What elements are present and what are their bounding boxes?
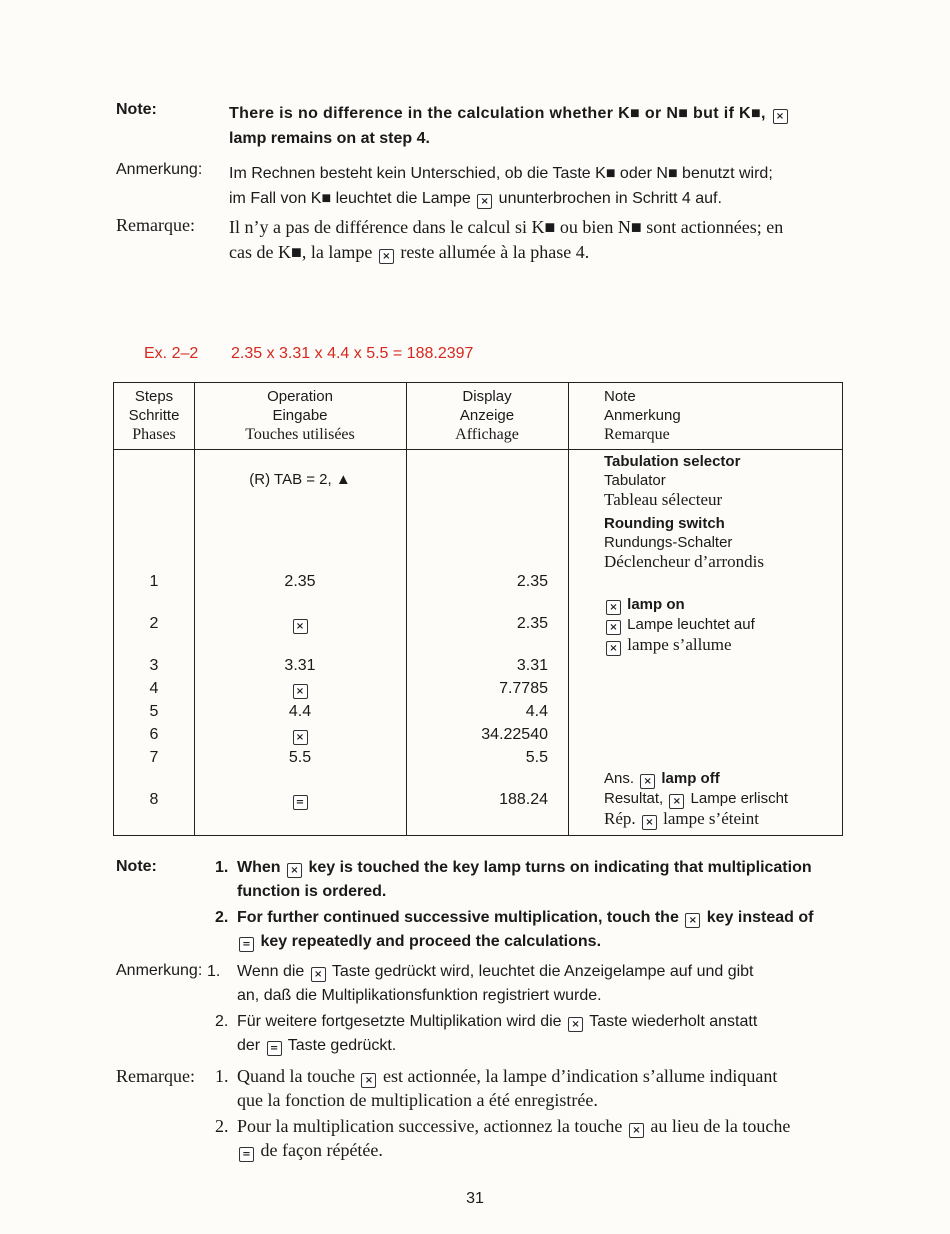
table-step: 8 xyxy=(149,791,159,808)
note-de xyxy=(116,161,850,211)
bottom-note-label: Note: xyxy=(116,858,157,875)
table-step: 2 xyxy=(149,615,159,632)
multiply-key-icon: × xyxy=(361,1073,376,1088)
multiply-key-icon: × xyxy=(311,967,326,982)
equals-key-icon: = xyxy=(239,1147,254,1162)
note-line: There is no difference in the calculation whether K■ or N■ but if K■, × xyxy=(229,101,850,126)
table-operation: 4.4 xyxy=(288,703,312,720)
setup-operation: (R) TAB = 2, ▲ xyxy=(249,471,351,488)
note-line: cas de K■, la lampe × reste allumée à la phase 4. xyxy=(229,242,590,262)
multiply-key-icon: × xyxy=(640,774,655,789)
note-fr xyxy=(116,215,850,265)
step8-notes: Ans. × lamp off Resultat, × Lampe erlischt Rép. × lampe s’éteint xyxy=(604,770,789,828)
table-step: 1 xyxy=(149,573,159,590)
equals-key-icon: = xyxy=(239,937,254,952)
example-title: Ex. 2–2 xyxy=(144,345,199,362)
multiply-key-icon: × xyxy=(606,620,621,635)
note-line: im Fall von K■ leuchtet die Lampe × ununterbrochen in Schritt 4 auf. xyxy=(229,190,722,207)
note-label: Anmerkung: xyxy=(116,161,203,178)
multiply-key-icon: × xyxy=(293,730,308,745)
note-line: Im Rechnen besteht kein Unterschied, ob die Taste K■ oder N■ benutzt wird; xyxy=(229,165,773,182)
page-number: 31 xyxy=(466,1190,484,1207)
equals-key-icon: = xyxy=(293,795,308,810)
note-line: Il n’y a pas de différence dans le calcul si K■ ou bien N■ sont actionnées; en xyxy=(229,217,784,237)
note-label: Note: xyxy=(116,101,157,118)
multiply-key-icon: × xyxy=(568,1017,583,1032)
table-operation xyxy=(194,615,406,634)
table-operation: 5.5 xyxy=(288,749,312,766)
bottom-anmerkung-label: Anmerkung: xyxy=(116,962,203,979)
note-line: lamp remains on at step 4. xyxy=(229,130,430,147)
multiply-key-icon: × xyxy=(642,815,657,830)
table-operation xyxy=(194,726,406,745)
table-operation: 3.31 xyxy=(284,657,316,674)
multiply-key-icon: × xyxy=(629,1123,644,1138)
multiply-key-icon: × xyxy=(379,249,394,264)
header-operation: Operation Eingabe Touches utilisées xyxy=(245,388,355,443)
table-step: 5 xyxy=(149,703,159,720)
example-formula: 2.35 x 3.31 x 4.4 x 5.5 = 188.2397 xyxy=(231,345,474,362)
equals-key-icon: = xyxy=(267,1041,282,1056)
table-step: 3 xyxy=(149,657,159,674)
note-label: Remarque: xyxy=(116,215,195,235)
table-step: 6 xyxy=(149,726,159,743)
multiply-key-icon: × xyxy=(669,794,684,809)
bottom-remarque-label: Remarque: xyxy=(116,1066,195,1086)
table-operation xyxy=(194,680,406,699)
step2-notes: × lamp on × Lampe leuchtet auf × lampe s’allume xyxy=(604,595,839,656)
table-operation xyxy=(194,791,406,810)
table-operation: 2.35 xyxy=(284,573,316,590)
multiply-key-icon: × xyxy=(685,913,700,928)
note-en xyxy=(116,101,850,151)
multiply-key-icon: × xyxy=(293,684,308,699)
table-step: 4 xyxy=(149,680,159,697)
multiply-key-icon: × xyxy=(773,109,788,124)
header-note: Note Anmerkung Remarque xyxy=(604,388,681,443)
multiply-key-icon: × xyxy=(606,641,621,656)
multiply-key-icon: × xyxy=(293,619,308,634)
header-steps: Steps Schritte Phases xyxy=(128,388,180,443)
header-display: Display Anzeige Affichage xyxy=(455,388,519,443)
multiply-key-icon: × xyxy=(477,194,492,209)
steps-table: Steps Schritte Phases Operation Eingabe Touches utilisées Display Anzeige Affichage Note Anmerkung Remarque (R) TAB = 2, ▲ Tabulation selector Tabulator Tableau sélecteur Rounding switch Rundungs-Schalter Déclencheur d’arrondis 1 2.35 2.35 2 × 2.35 3 3.31 3.31 4 × 7.7785 5 4.4 4.4 6 × 34.22540 7 5.5 5.5 8 = 188.24 × lamp on × Lampe leuchtet auf × lampe s’allume Ans. × lamp off Resultat, × Lampe erlischt Rép. × lampe s’éteint xyxy=(113,382,843,836)
multiply-key-icon: × xyxy=(606,600,621,615)
multiply-key-icon: × xyxy=(287,863,302,878)
setup-notes: Tabulation selector Tabulator Tableau sélecteur Rounding switch Rundungs-Schalter Déclencheur d’arrondis xyxy=(604,453,765,571)
table-step: 7 xyxy=(149,749,159,766)
